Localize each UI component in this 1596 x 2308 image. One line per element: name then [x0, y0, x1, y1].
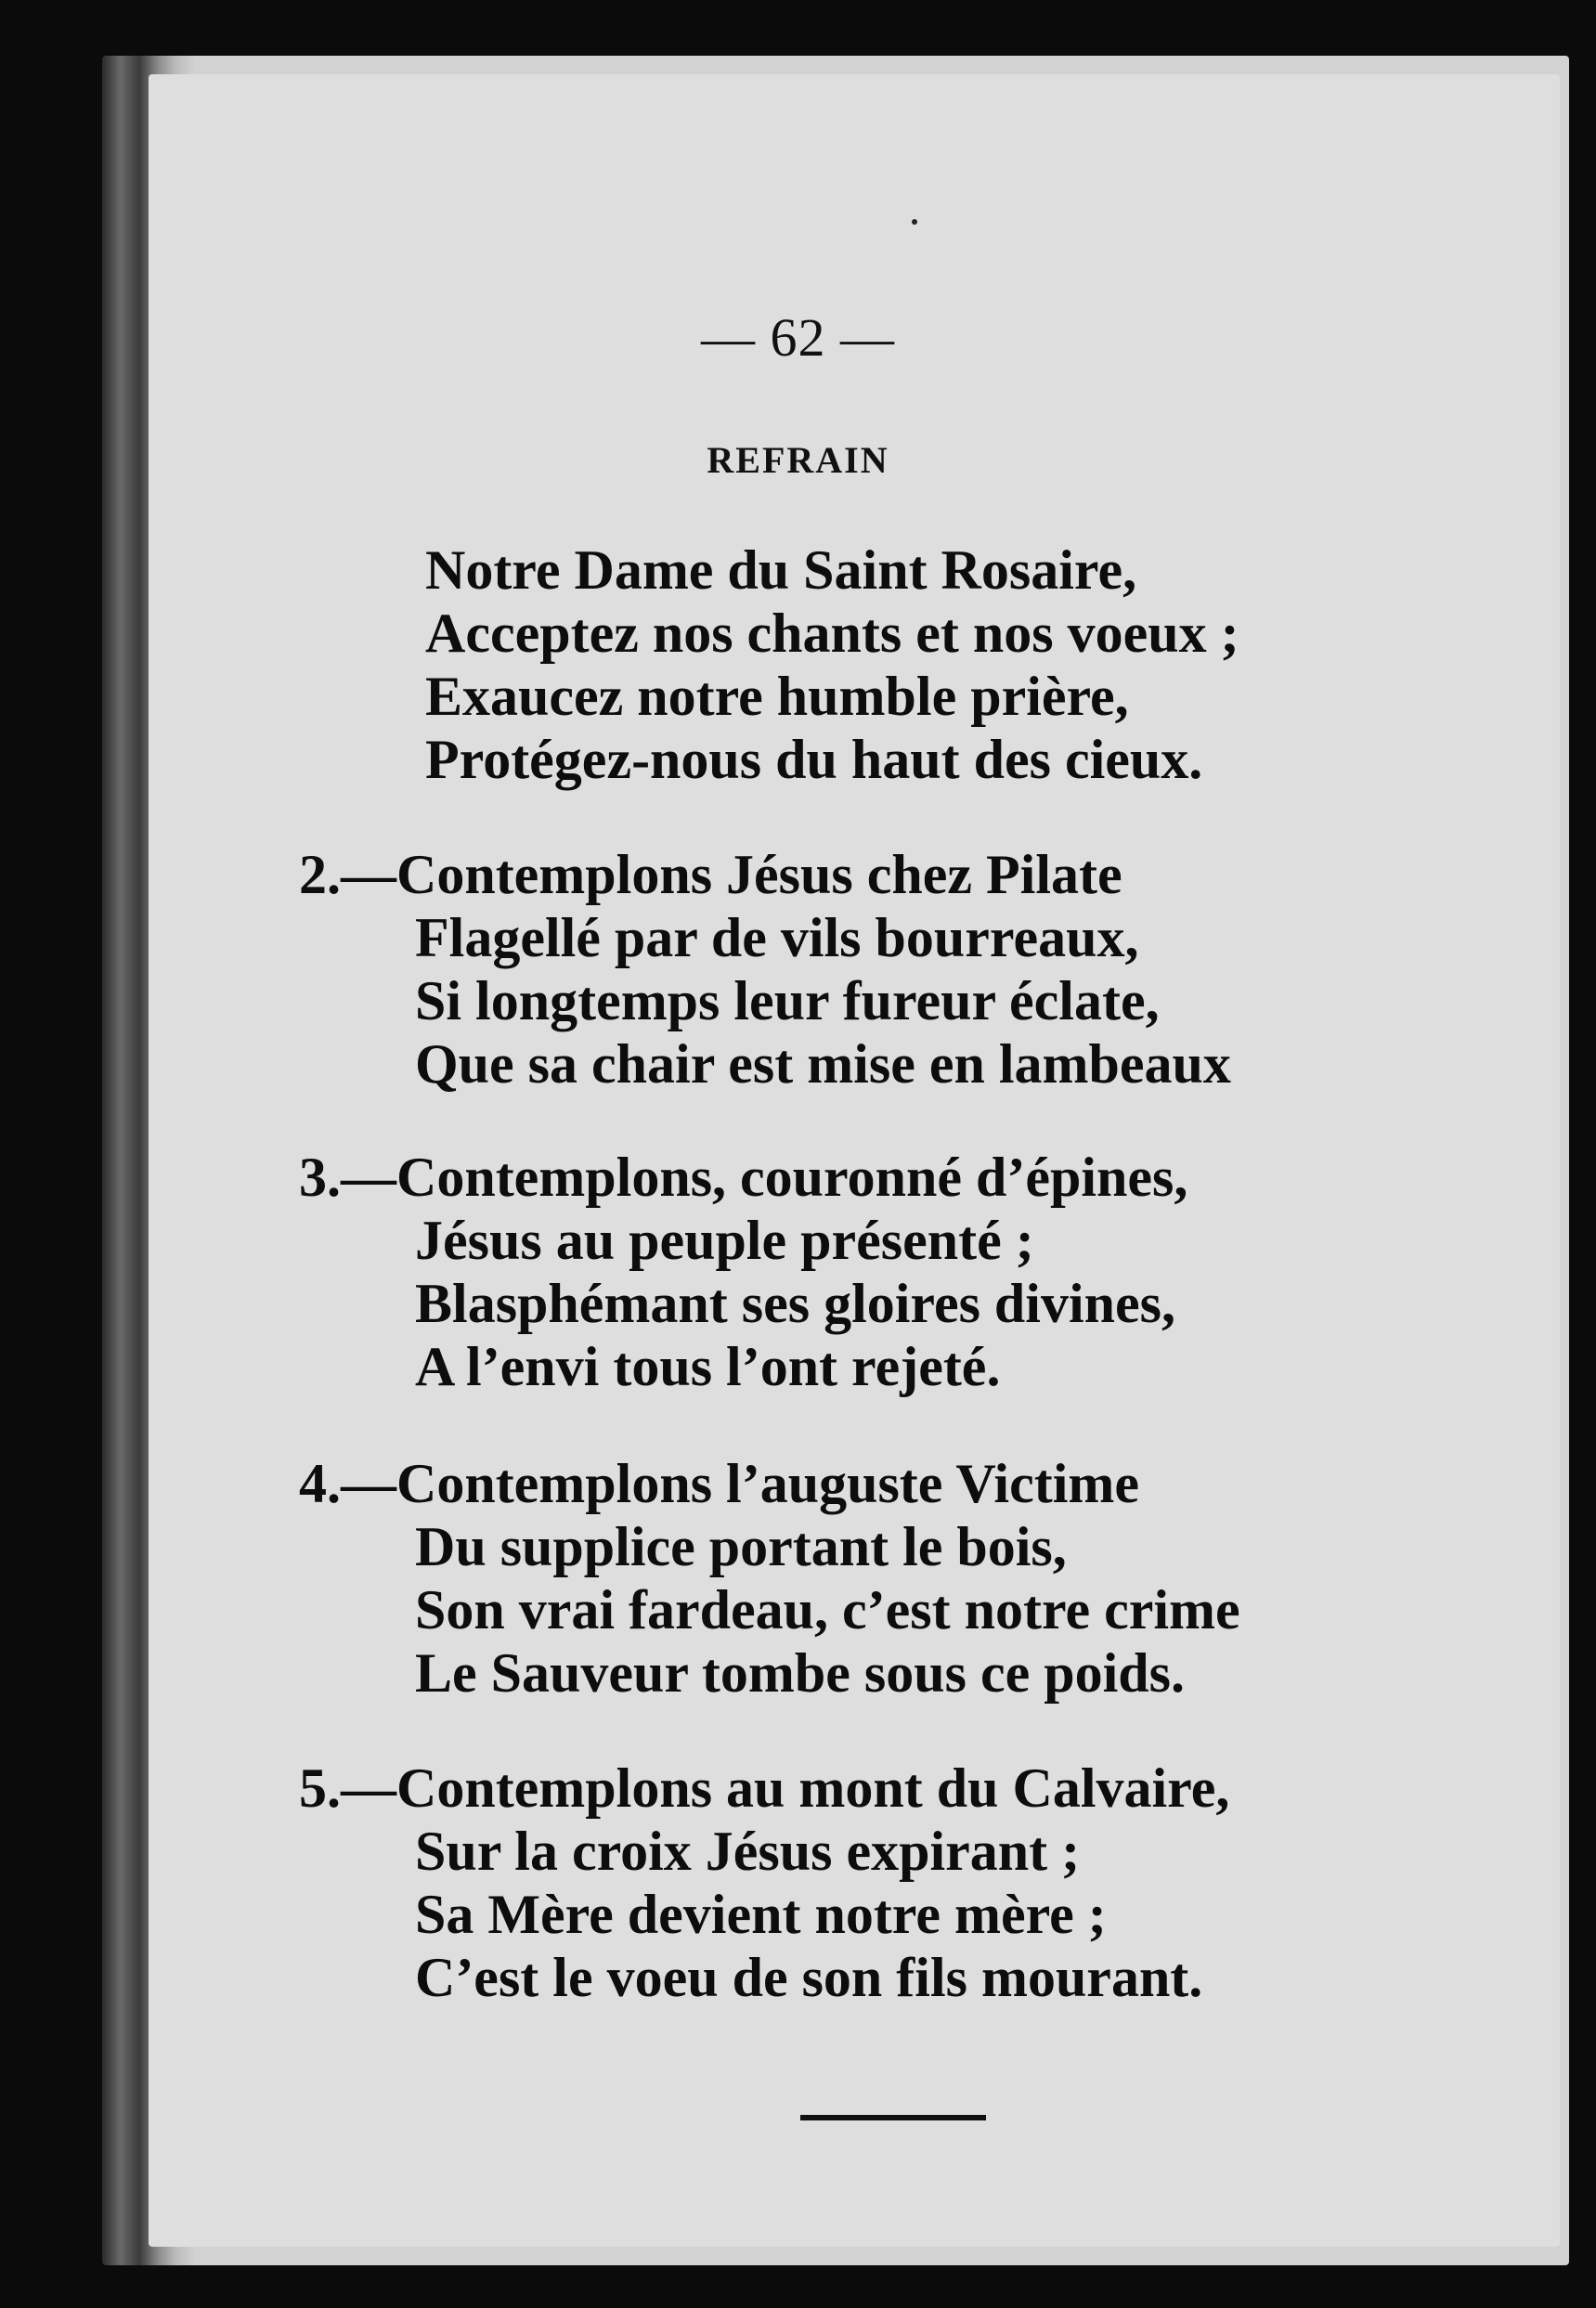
stanza-line: Sa Mère devient notre mère ; — [415, 1884, 1107, 1945]
refrain-line: Protégez-nous du haut des cieux. — [425, 729, 1203, 790]
stanza-line: Jésus au peuple présenté ; — [415, 1210, 1034, 1271]
closing-rule — [800, 2115, 986, 2120]
stanza-line: 4.—Contemplons l’auguste Victime — [299, 1453, 1139, 1514]
stanza-line: Flagellé par de vils bourreaux, — [415, 907, 1139, 968]
refrain-heading: REFRAIN — [707, 439, 889, 481]
stanza-line: Du supplice portant le bois, — [415, 1516, 1067, 1577]
refrain-line: Exaucez notre humble prière, — [425, 666, 1129, 727]
stanza-line: Si longtemps leur fureur éclate, — [415, 970, 1160, 1031]
stanza-5 — [299, 1757, 1229, 2009]
stanza-line: 3.—Contemplons, couronné d’épines, — [299, 1147, 1188, 1208]
refrain-line: Notre Dame du Saint Rosaire, — [425, 539, 1137, 601]
stanza-4 — [299, 1452, 1240, 1705]
stanza-line: C’est le voeu de son fils mourant. — [415, 1947, 1203, 2008]
stanza-2 — [299, 843, 1231, 1096]
stanza-line: 2.—Contemplons Jésus chez Pilate — [299, 844, 1122, 905]
stanza-line: Sur la croix Jésus expirant ; — [415, 1821, 1081, 1882]
refrain-line: Acceptez nos chants et nos voeux ; — [425, 603, 1239, 664]
stanza-line: Le Sauveur tombe sous ce poids. — [415, 1642, 1185, 1704]
stanza-line: A l’envi tous l’ont rejeté. — [415, 1336, 1001, 1397]
stanza-line: Que sa chair est mise en lambeaux — [415, 1033, 1231, 1095]
ink-speck — [912, 219, 917, 225]
stanza-3 — [299, 1146, 1187, 1398]
stanza-line: Son vrai fardeau, c’est notre crime — [415, 1579, 1240, 1640]
stanza-line: 5.—Contemplons au mont du Calvaire, — [299, 1757, 1230, 1819]
refrain-stanza — [425, 538, 1239, 791]
page-number: — 62 — — [701, 307, 895, 368]
stanza-line: Blasphémant ses gloires divines, — [415, 1273, 1175, 1334]
